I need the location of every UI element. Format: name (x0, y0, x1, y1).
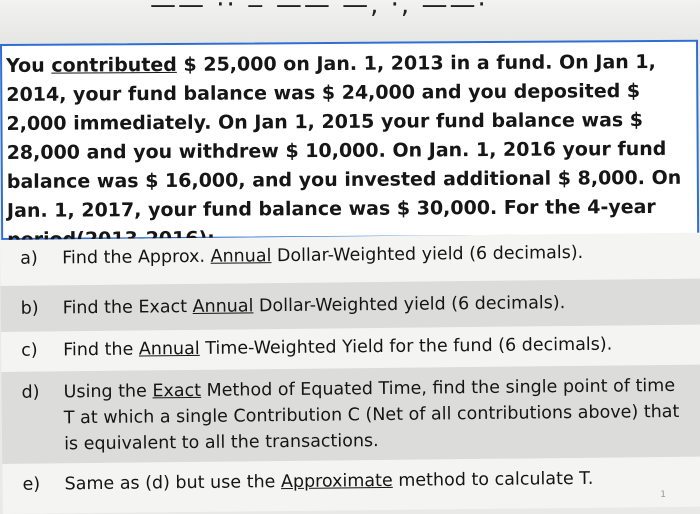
question-text-underlined: Exact (152, 380, 202, 402)
question-text-pre: Find the Exact (62, 296, 193, 319)
statement-prefix: You (6, 54, 52, 77)
question-text-underlined: Annual (192, 296, 254, 317)
question-letter: b) (20, 298, 39, 319)
question-text (63, 289, 683, 321)
question-text-post: method to calculate T. (392, 468, 594, 491)
question-a (0, 233, 700, 286)
question-text-post: Dollar-Weighted yield (6 decimals). (253, 293, 566, 317)
page-number: 1 (660, 490, 666, 500)
question-text-post: Method of Equated Time, find the single point of time T at which a single Contribution C (Net of all contributions above) that is equivalent to all the transactions. (63, 375, 680, 455)
question-list (0, 233, 700, 514)
question-text-pre: Same as (d) but use the (64, 472, 282, 495)
question-text-pre: Find the (63, 339, 139, 361)
question-letter: e) (22, 474, 41, 495)
statement-underlined-word: contributed (51, 53, 177, 77)
question-letter: a) (20, 248, 38, 269)
question-d (1, 365, 700, 464)
question-text-post: Dollar-Weighted yield (6 decimals). (271, 242, 584, 267)
question-text (63, 373, 684, 457)
problem-statement-box (0, 40, 699, 240)
question-b (0, 279, 700, 332)
cropped-header-strip (0, 0, 700, 44)
question-text (62, 239, 682, 271)
question-text-pre: Find the Approx. (62, 246, 211, 269)
question-text-pre: Using the (63, 381, 153, 403)
question-text-underlined: Annual (210, 246, 272, 267)
question-text (64, 465, 684, 497)
problem-statement (6, 48, 689, 255)
question-text-post: Time-Weighted Yield for the fund (6 decimals). (199, 334, 613, 359)
question-text-underlined: Approximate (280, 470, 393, 493)
statement-body: $ 25,000 on Jan. 1, 2013 in a fund. On Jan 1, 2014, your fund balance was $ 24,000 and you deposited $ 2,000 immediately. On Jan 1, 2015 your fund balance was $ 28,000 and you withdrew $ 10,000. On Jan. 1, 2016 your fund balance was $ 16,000, and you invested additional $ 8,000. On Jan. 1, 2017, your fund balance was $ 30,000. For the 4-year (6, 50, 682, 222)
question-letter: d) (21, 382, 40, 403)
question-text-underlined: Annual (138, 338, 200, 360)
question-letter: c) (21, 340, 38, 361)
cropped-header-text: —— ·· ‒ —— —, ·, ——· (150, 0, 488, 20)
question-e (2, 457, 700, 514)
question-text (63, 331, 683, 363)
